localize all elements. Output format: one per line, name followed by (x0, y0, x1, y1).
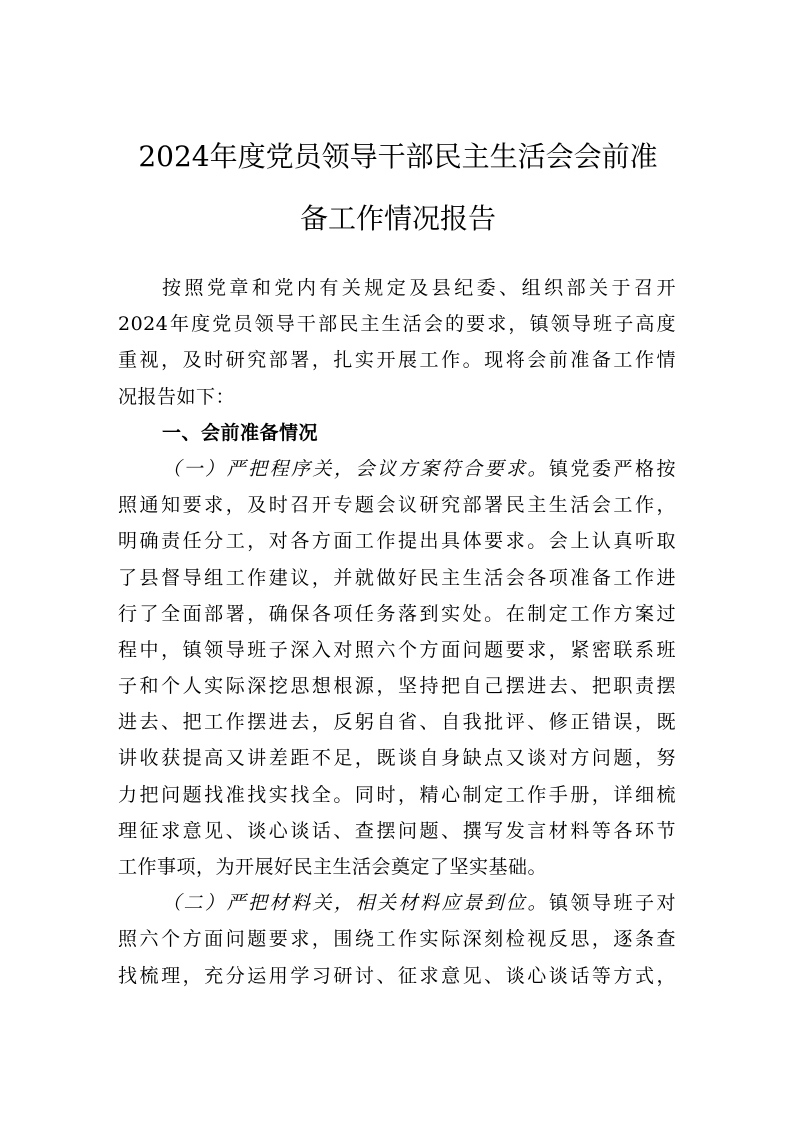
paragraph-line: 照六个方面问题要求，围绕工作实际深刻检视反思，逐条查 (118, 928, 676, 951)
title-line-2: 备工作情况报告 (299, 202, 496, 235)
subsection-2-first-line-text: 镇领导班子对 (548, 892, 676, 915)
intro-paragraph (118, 270, 676, 415)
paragraph-line: 照通知要求，及时召开专题会议研究部署民主生活会工作， (118, 494, 676, 517)
document-body (118, 270, 676, 994)
paragraph-line: 子和个人实际深挖思想根源，坚持把自己摆进去、把职责摆 (118, 675, 676, 698)
paragraph-line: 行了全面部署，确保各项任务落到实处。在制定工作方案过 (118, 602, 676, 625)
paragraph-line: 2024年度党员领导干部民主生活会的要求，镇领导班子高度 (118, 313, 676, 336)
paragraph-line (118, 885, 676, 921)
paragraph-line: 找梳理，充分运用学习研讨、征求意见、谈心谈话等方式， (118, 964, 676, 987)
paragraph-line: 明确责任分工，对各方面工作提出具体要求。会上认真听取 (118, 530, 676, 553)
paragraph-line: 理征求意见、谈心谈话、查摆问题、撰写发言材料等各环节 (118, 819, 676, 842)
paragraph-line: 重视，及时研究部署，扎实开展工作。现将会前准备工作情 (118, 349, 676, 372)
subsection-heading-1: （一）严把程序关，会议方案符合要求。 (162, 457, 549, 480)
paragraph-line: 进去、把工作摆进去，反躬自省、自我批评、修正错误，既 (118, 711, 676, 734)
subsection-heading-2: （二）严把材料关，相关材料应景到位。 (162, 892, 549, 915)
paragraph-line (118, 451, 676, 487)
paragraph-line: 程中，镇领导班子深入对照六个方面问题要求，紧密联系班 (118, 638, 676, 661)
section-heading-1: 一、会前准备情况 (162, 421, 319, 444)
document-title (118, 126, 678, 250)
paragraph-line: 力把问题找准找实找全。同时，精心制定工作手册，详细梳 (118, 783, 676, 806)
subsection-2-paragraph (118, 885, 676, 994)
paragraph-line: 了县督导组工作建议，并就做好民主生活会各项准备工作进 (118, 566, 676, 589)
paragraph-line: 况报告如下： (118, 385, 236, 408)
title-line-1: 2024年度党员领导干部民主生活会会前准 (138, 140, 658, 173)
paragraph-line: 工作事项，为开展好民主生活会奠定了坚实基础。 (118, 856, 548, 878)
subsection-1-first-line-text: 镇党委严格按 (548, 457, 676, 480)
subsection-1-paragraph (118, 451, 676, 885)
paragraph-line: 讲收获提高又讲差距不足，既谈自身缺点又谈对方问题，努 (118, 747, 676, 770)
paragraph-line: 按照党章和党内有关规定及县纪委、组织部关于召开 (162, 277, 676, 299)
